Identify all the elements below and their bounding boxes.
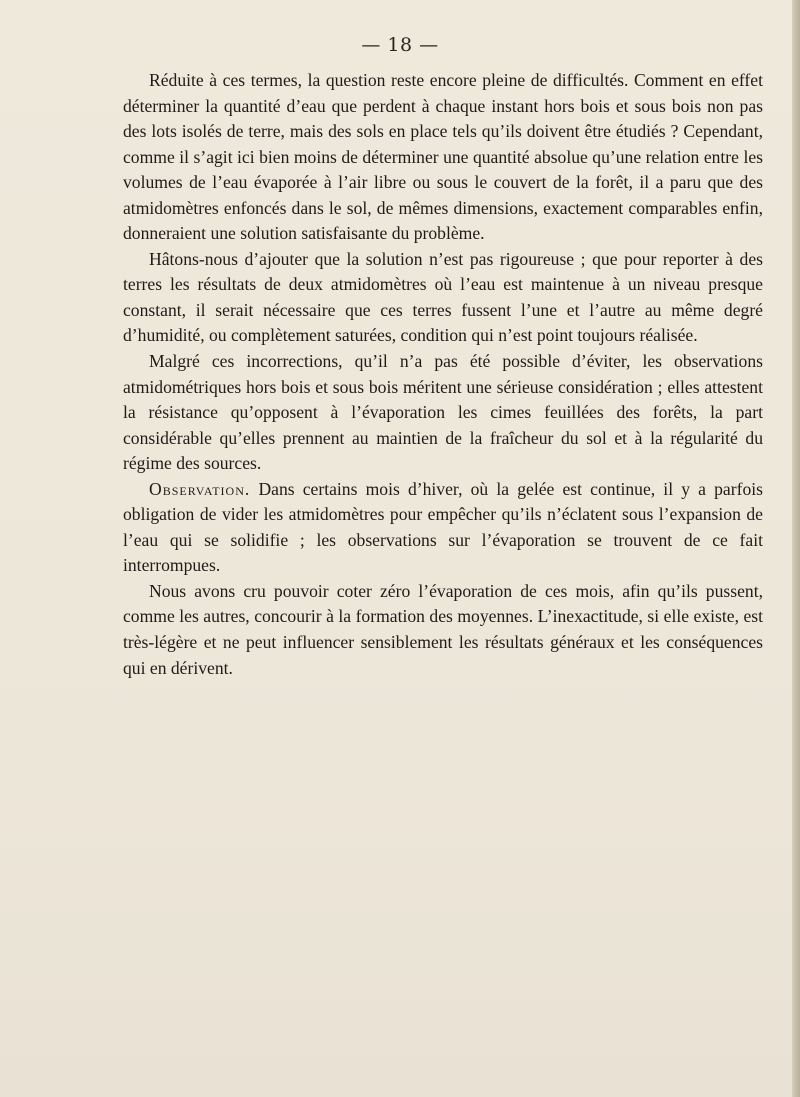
page-edge <box>792 0 800 1097</box>
paragraph-3: Malgré ces incorrections, qu’il n’a pas été possible d’éviter, les observations atmidométriques hors bois et sous bois méritent une sérieuse considération ; elles attestent la résistance qu’opposent à l’évaporation les cimes feuillées des forêts, la part considérable qu’elles prennent au maintien de la fraîcheur du sol et à la régularité du régime des sources. <box>123 351 763 474</box>
paragraph-1: Réduite à ces termes, la question reste encore pleine de difficultés. Comment en effet déterminer la quantité d’eau que perdent à chaque instant hors bois et sous bois non pas des lots isolés de terre, mais des sols en place tels qu’ils doivent être étudiés ? Cependant, comme il s’agit ici bien moins de déterminer une quantité absolue qu’une relation entre les volumes de l’eau évaporée à l’air libre ou sous le couvert de la forêt, il a paru que des atmidomètres enfoncés dans le sol, de mêmes dimensions, exactement comparables enfin, donneraient une solution satisfaisante du problème. <box>123 70 763 244</box>
observation-label: Observation. <box>149 478 251 499</box>
observation-text: Dans certains mois d’hiver, où la gelée est continue, il y a parfois obligation de vider les atmidomètres pour empêcher qu’ils n’éclatent sous l’expansion de l’eau qui se solidifie ; les observations sur l’évaporation se trouvent de ce fait interrompues. <box>123 478 763 576</box>
paragraph-5: Nous avons cru pouvoir coter zéro l’évaporation de ces mois, afin qu’ils pussent, comme les autres, concourir à la formation des moyennes. L’inexactitude, si elle existe, est très-légère et ne peut influencer sensiblement les résultats généraux et les conséquences qui en dérivent. <box>123 580 763 678</box>
body-text <box>123 68 763 681</box>
page-number: — 18 — <box>361 34 439 56</box>
paragraph-4 <box>123 477 763 579</box>
paragraph-2: Hâtons-nous d’ajouter que la solution n’est pas rigoureuse ; que pour reporter à des terres les résultats de deux atmidomètres où l’eau est maintenue à un niveau presque constant, il serait nécessaire que ces terres fussent l’une et l’autre au même degré d’humidité, ou complètement saturées, condition qui n’est point toujours réalisée. <box>123 248 763 346</box>
